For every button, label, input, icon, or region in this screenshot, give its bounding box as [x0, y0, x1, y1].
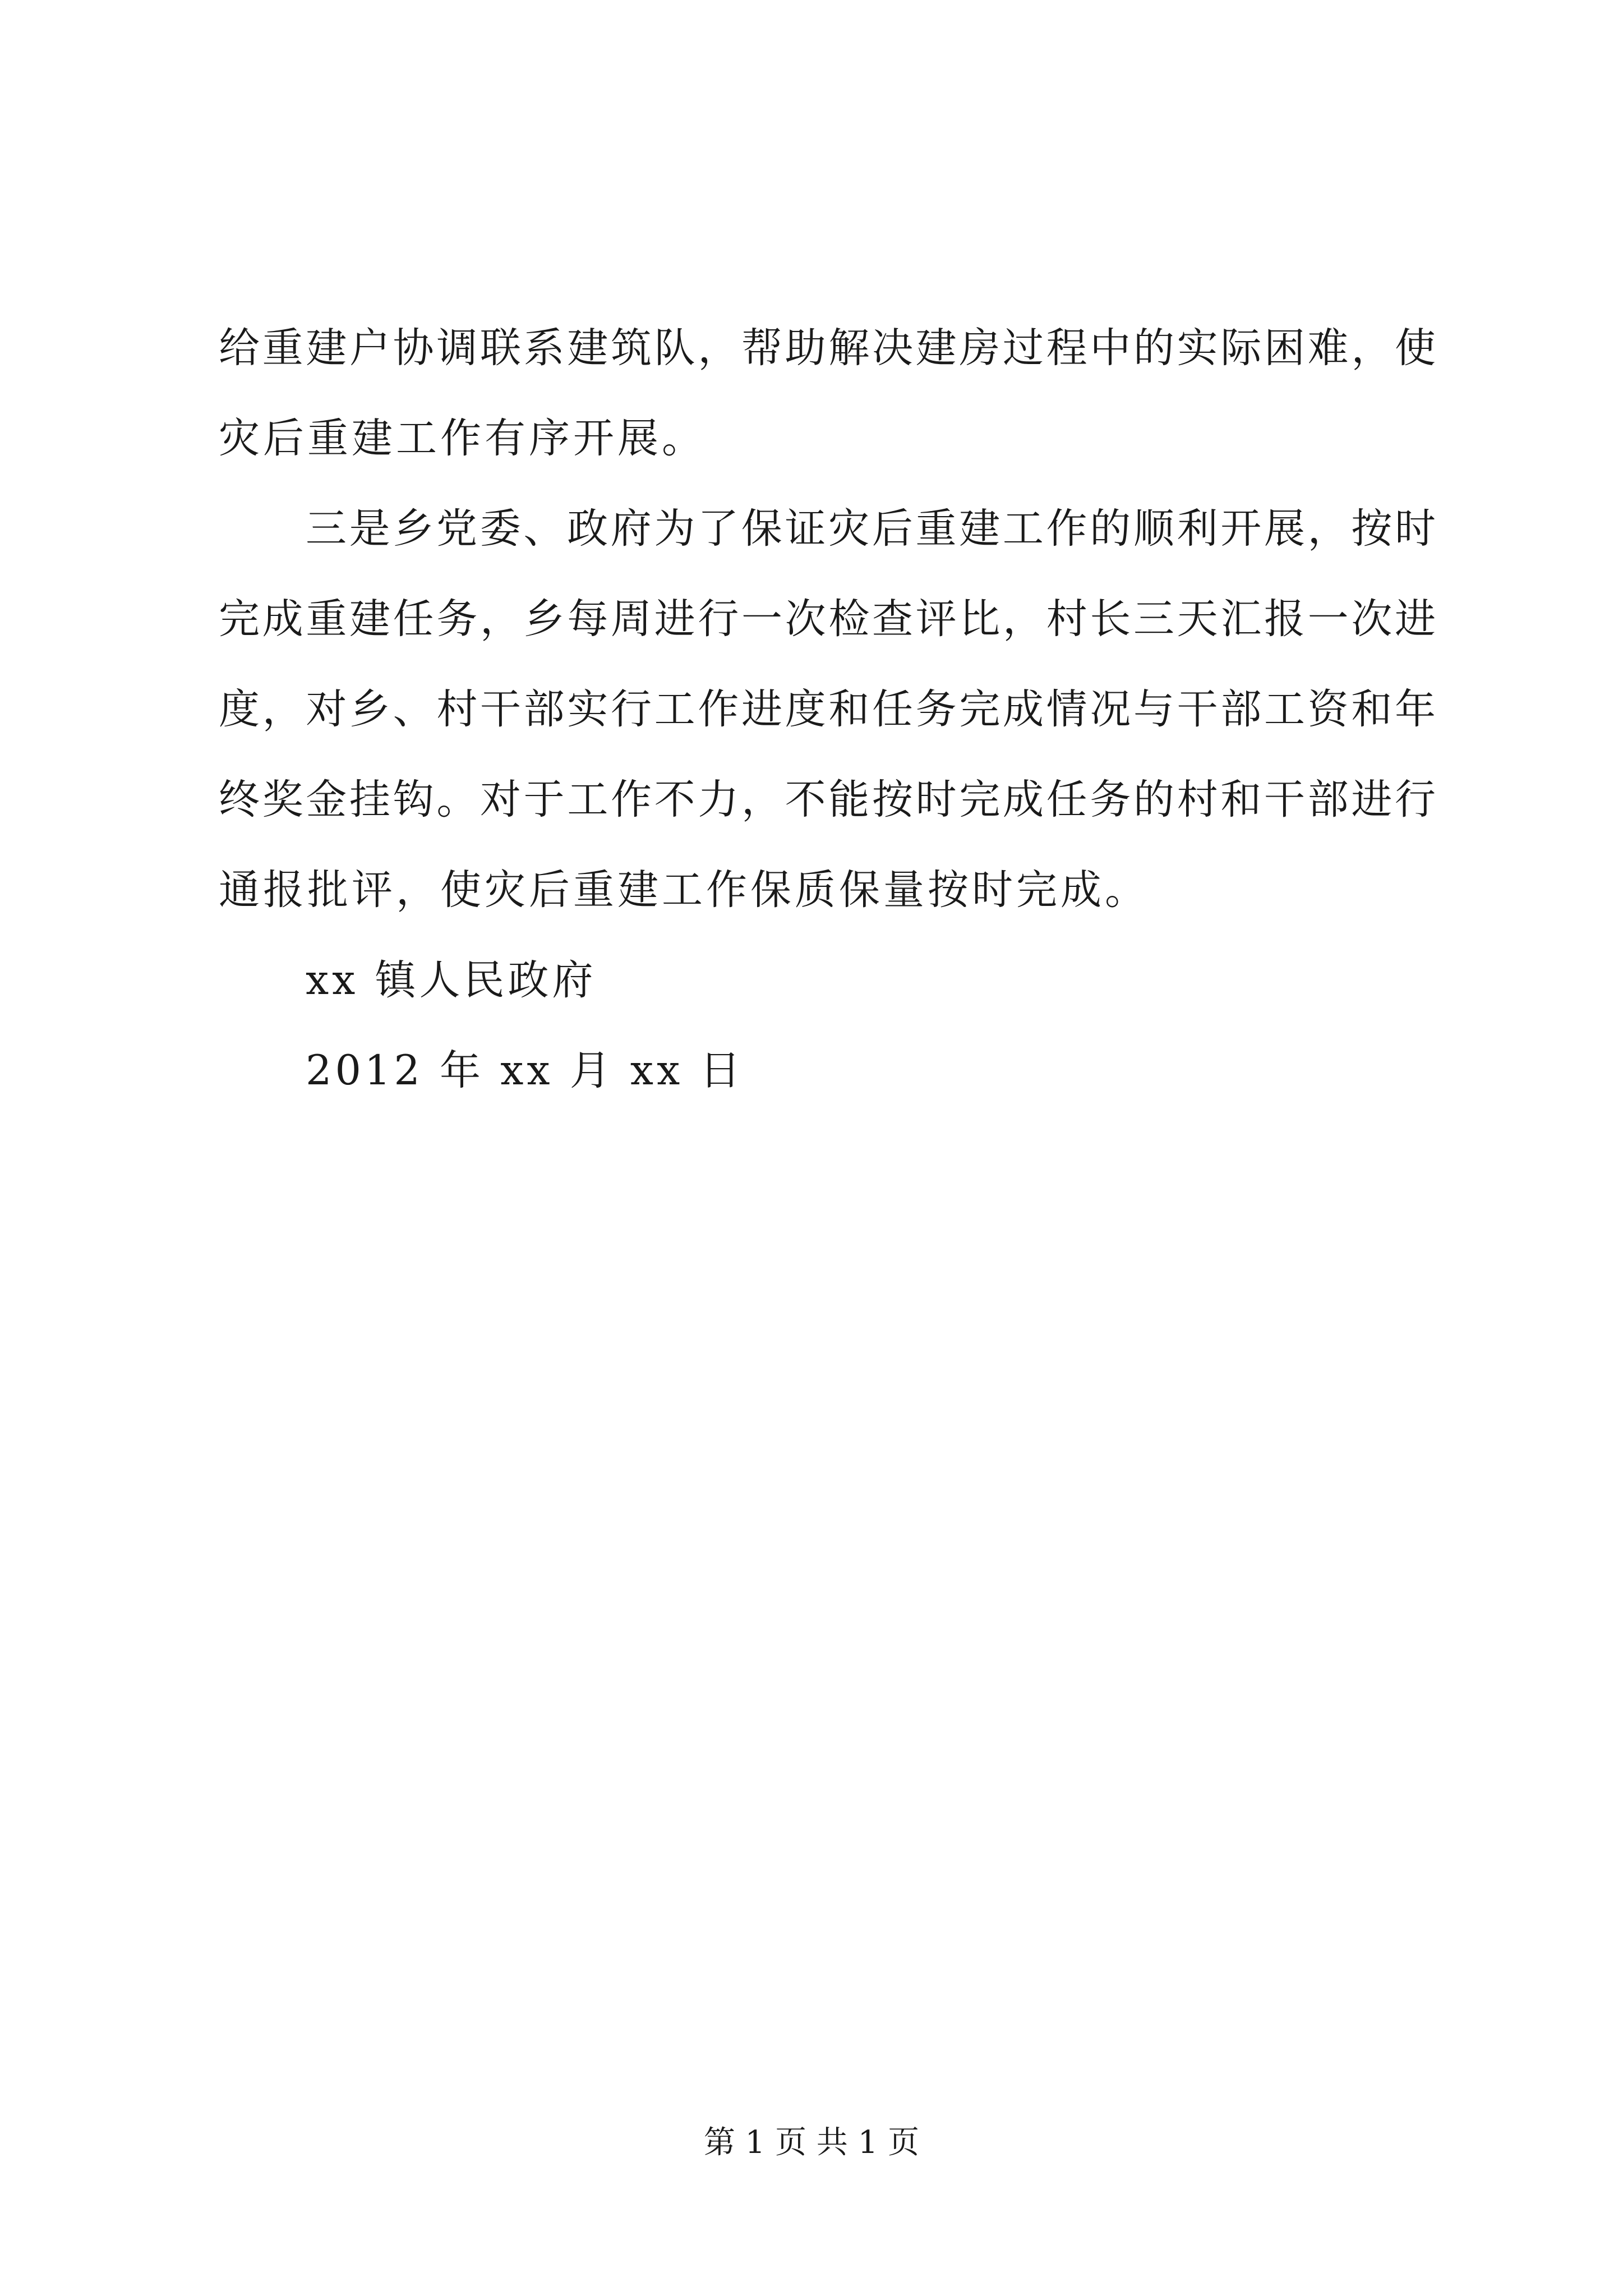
- page-number-label: 第 1 页 共 1 页: [703, 2124, 920, 2161]
- document-body: [219, 303, 1436, 1116]
- paragraph-1-line-2: 灾后重建工作有序开展。: [219, 415, 706, 462]
- signature-date: 2012 年 xx 月 xx 日: [306, 1047, 744, 1094]
- paragraph-2-line-2: 完成重建任务，乡每周进行一次检查评比，村长三天汇报一次进: [219, 595, 1436, 643]
- paragraph-1-line-1: 给重建户协调联系建筑队，帮助解决建房过程中的实际困难，使: [219, 324, 1436, 372]
- page-footer: [0, 2120, 1623, 2165]
- signature-organization: xx 镇人民政府: [306, 956, 597, 1004]
- paragraph-2-line-5: 通报批评，使灾后重建工作保质保量按时完成。: [219, 866, 1149, 914]
- paragraph-2-line-3: 度，对乡、村干部实行工作进度和任务完成情况与干部工资和年: [219, 685, 1436, 733]
- paragraph-2-line-1: 三是乡党委、政府为了保证灾后重建工作的顺利开展，按时: [306, 505, 1436, 553]
- paragraph-2-line-4: 终奖金挂钩。对于工作不力，不能按时完成任务的村和干部进行: [219, 776, 1436, 823]
